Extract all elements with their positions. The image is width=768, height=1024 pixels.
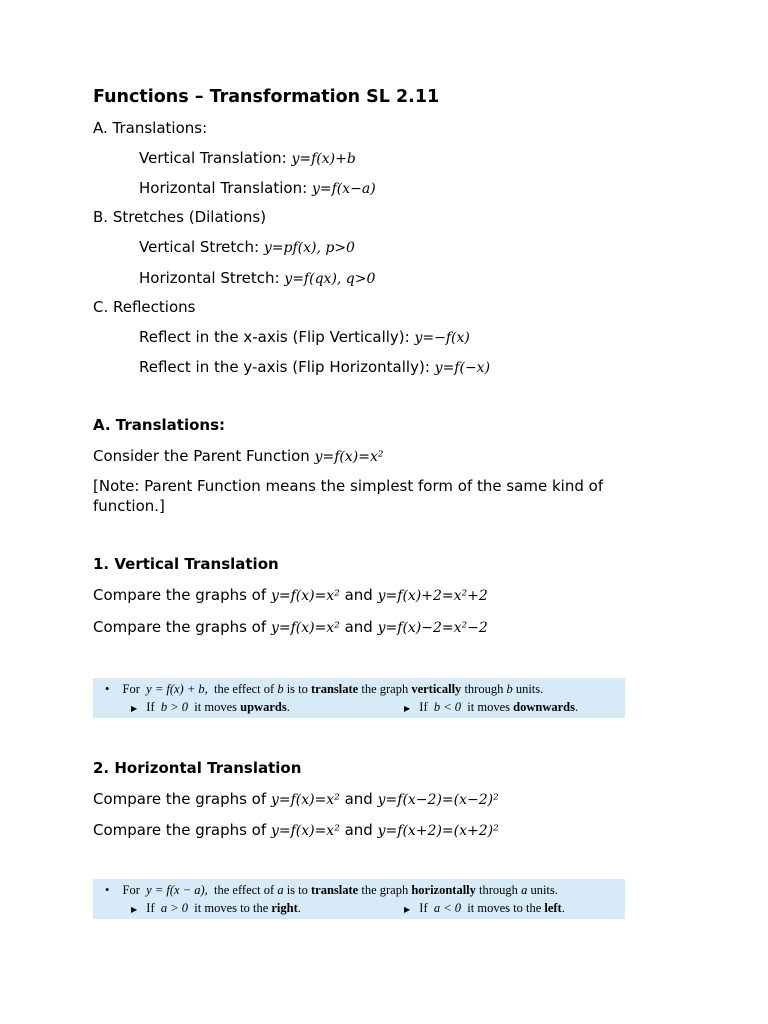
vertical-stretch-row [139,237,355,258]
vertical-rule-main [105,682,543,697]
compare-text: Compare the graphs of [93,586,267,604]
summary-heading-a: A. Translations: [93,119,208,137]
case-moves: it moves [194,700,238,714]
bullet-icon: • [105,682,110,696]
summary-heading-b: B. Stretches (Dilations) [93,208,267,226]
rule-the-graph: the graph [361,883,409,897]
vertical-rule-case-2: ▶ If b < 0 it moves downwards. [404,700,579,714]
case-direction: downwards [513,700,575,714]
compare-formula-a: y=f(x)=x² [270,588,340,604]
rule-units: units. [515,682,544,696]
compare-formula-a: y=f(x)=x² [270,792,340,808]
parent-function-text: Consider the Parent Function [93,447,310,465]
reflect-y-label: Reflect in the y-axis (Flip Horizontally): [139,358,430,376]
case-condition: a > 0 [160,901,189,915]
reflect-x-row [139,327,470,348]
case-moves: it moves to the [467,901,542,915]
case-direction: right [271,901,298,915]
vertical-rule-box [93,678,625,718]
rule-is-to: is to [286,682,308,696]
vertical-translation-heading: 1. Vertical Translation [93,555,279,573]
vertical-stretch-label: Vertical Stretch: [139,238,260,256]
horizontal-translation-label: Horizontal Translation: [139,179,308,197]
vertical-stretch-formula: y=pf(x), p>0 [263,240,355,256]
rule-effect: the effect of [214,883,275,897]
horizontal-rule-main [105,883,558,898]
parent-function-note: [Note: Parent Function means the simplest form of the same kind of function.] [93,477,604,515]
vertical-translation-label: Vertical Translation: [139,149,287,167]
rule-effect: the effect of [214,682,275,696]
rule-translate: translate [311,682,359,696]
rule-through: through [479,883,518,897]
compare-formula-b: y=f(x)−2=x²−2 [377,620,488,636]
horizontal-translation-formula: y=f(x−a) [311,181,376,197]
rule-formula: y = f(x − a), [146,883,208,897]
triangle-bullet-icon: ▶ [131,704,138,713]
rule-is-to: is to [286,883,308,897]
triangle-bullet-icon: ▶ [404,905,411,914]
rule-translate: translate [311,883,359,897]
bullet-icon: • [105,883,110,897]
case-direction: upwards [240,700,287,714]
compare-formula-a: y=f(x)=x² [270,823,340,839]
rule-units: units. [530,883,558,897]
parent-function-formula: y=f(x)=x² [314,449,384,465]
vertical-compare-row-1 [93,585,488,606]
rule-through: through [464,682,504,696]
compare-formula-b: y=f(x−2)=(x−2)² [377,792,499,808]
compare-formula-b: y=f(x+2)=(x+2)² [377,823,499,839]
vertical-compare-row-2 [93,617,488,638]
horizontal-stretch-formula: y=f(qx), q>0 [284,271,376,287]
case-moves: it moves [467,700,511,714]
rule-for: For [122,682,140,696]
rule-direction: horizontally [411,883,476,897]
horizontal-stretch-label: Horizontal Stretch: [139,269,280,287]
horizontal-compare-row-2 [93,820,499,841]
and-text: and [344,790,373,808]
compare-formula-b: y=f(x)+2=x²+2 [377,588,488,604]
rule-for: For [122,883,140,897]
summary-heading-c: C. Reflections [93,298,196,316]
case-moves: it moves to the [194,901,269,915]
case-condition: b > 0 [160,700,189,714]
and-text: and [344,618,373,636]
horizontal-rule-case-1: ▶ If a > 0 it moves to the right. [131,901,301,915]
triangle-bullet-icon: ▶ [404,704,411,713]
horizontal-stretch-row [139,268,375,289]
horizontal-translation-row [139,178,376,199]
and-text: and [344,821,373,839]
case-if: If [146,700,155,714]
case-if: If [146,901,155,915]
case-condition: b < 0 [433,700,462,714]
horizontal-translation-heading: 2. Horizontal Translation [93,759,302,777]
reflect-x-label: Reflect in the x-axis (Flip Vertically): [139,328,410,346]
compare-text: Compare the graphs of [93,790,267,808]
case-if: If [419,700,428,714]
reflect-y-row [139,357,490,378]
horizontal-compare-row-1 [93,789,499,810]
case-condition: a < 0 [433,901,462,915]
rule-var: a [521,883,528,897]
vertical-translation-row [139,148,356,169]
page-title: Functions – Transformation SL 2.11 [93,87,440,107]
triangle-bullet-icon: ▶ [131,905,138,914]
horizontal-rule-case-2: ▶ If a < 0 it moves to the left. [404,901,565,915]
reflect-y-formula: y=f(−x) [434,360,491,376]
rule-var: b [277,682,284,696]
rule-direction: vertically [411,682,462,696]
parent-function-row [93,446,383,467]
rule-formula: y = f(x) + b, [146,682,208,696]
section-a-heading: A. Translations: [93,416,226,434]
reflect-x-formula: y=−f(x) [414,330,470,346]
case-direction: left [544,901,562,915]
compare-text: Compare the graphs of [93,618,267,636]
vertical-translation-formula: y=f(x)+b [291,151,356,167]
and-text: and [344,586,373,604]
horizontal-rule-box [93,879,625,919]
compare-formula-a: y=f(x)=x² [270,620,340,636]
rule-var: a [277,883,284,897]
vertical-rule-case-1: ▶ If b > 0 it moves upwards. [131,700,290,714]
compare-text: Compare the graphs of [93,821,267,839]
case-if: If [419,901,428,915]
rule-the-graph: the graph [361,682,409,696]
rule-var: b [506,682,513,696]
